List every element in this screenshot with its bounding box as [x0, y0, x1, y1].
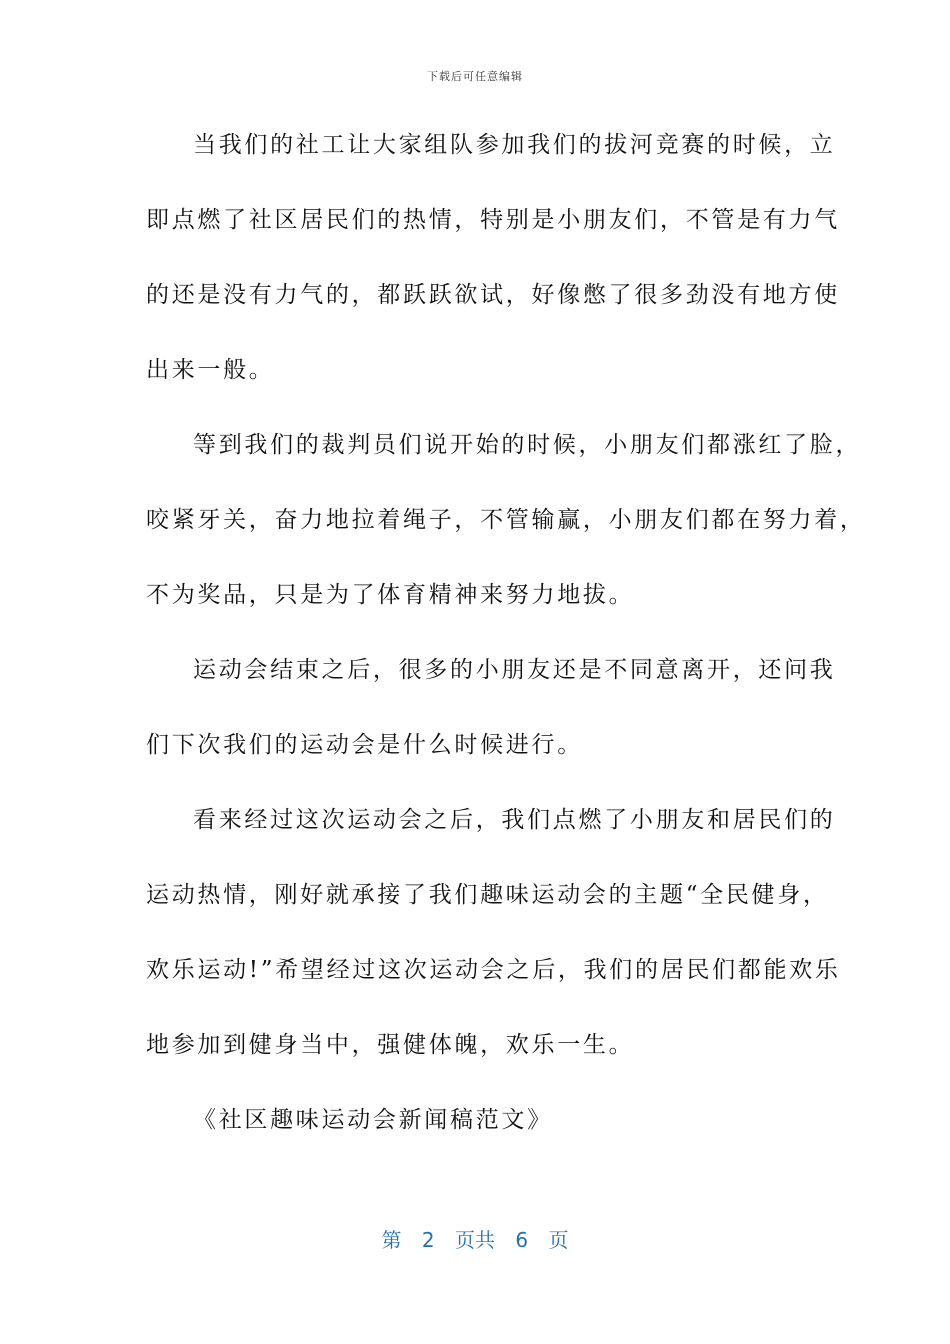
current-page-number: 2 — [421, 1228, 435, 1252]
paragraph-1-line-3: 的还是没有力气的，都跃跃欲试，好像憋了很多劲没有地方使 — [146, 282, 840, 308]
paragraph-1-line-4: 出来一般。 — [146, 357, 275, 383]
paragraph-2-line-2: 咬紧牙关，奋力地拉着绳子，不管输赢，小朋友们都在努力着， — [146, 507, 866, 533]
paragraph-2-line-3: 不为奖品，只是为了体育精神来努力地拔。 — [146, 582, 635, 608]
page-number-footer — [0, 1224, 950, 1253]
paragraph-4-line-3: 欢乐运动!”希望经过这次运动会之后，我们的居民们都能欢乐 — [146, 957, 841, 983]
paragraph-3-line-2: 们下次我们的运动会是什么时候进行。 — [146, 732, 583, 758]
document-body — [146, 120, 866, 1170]
document-title-reference: 《社区趣味运动会新闻稿范文》 — [193, 1107, 553, 1133]
page-prefix: 第 — [381, 1228, 402, 1252]
paragraph-1-line-1: 当我们的社工让大家组队参加我们的拔河竞赛的时候，立 — [193, 132, 836, 158]
paragraph-4-line-1: 看来经过这次运动会之后，我们点燃了小朋友和居民们的 — [193, 807, 836, 833]
paragraph-1-line-2: 即点燃了社区居民们的热情，特别是小朋友们，不管是有力气 — [146, 207, 840, 233]
paragraph-4-line-4: 地参加到健身当中，强健体魄，欢乐一生。 — [146, 1032, 635, 1058]
header-note: 下载后可任意编辑 — [427, 70, 523, 83]
paragraph-3-line-1: 运动会结束之后，很多的小朋友还是不同意离开，还问我 — [193, 657, 836, 683]
paragraph-2-line-1: 等到我们的裁判员们说开始的时候，小朋友们都涨红了脸， — [193, 432, 862, 458]
page-suffix: 页 — [548, 1228, 569, 1252]
total-pages-number: 6 — [515, 1228, 529, 1252]
paragraph-4-line-2: 运动热情，刚好就承接了我们趣味运动会的主题“全民健身， — [146, 882, 829, 908]
total-prefix: 页共 — [455, 1228, 495, 1252]
